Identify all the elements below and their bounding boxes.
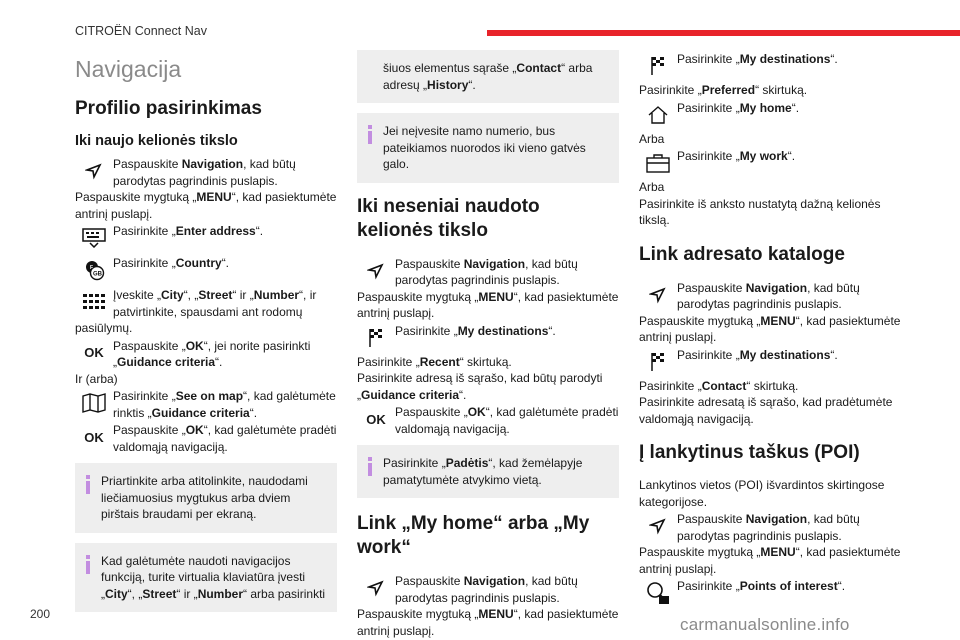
column-2 — [357, 50, 619, 639]
running-header: CITROËN Connect Nav — [75, 24, 207, 38]
country-flag-icon — [75, 254, 113, 286]
step-enter-address: Pasirinkite „Enter address“. — [75, 222, 337, 254]
text-menu: Paspauskite mygtuką „MENU“, kad pasiektumėte antrinį puslapį. — [639, 545, 901, 576]
step-ok-criteria: OK Paspauskite „OK“, jei norite pasirinkti „Guidance criteria“. — [75, 337, 337, 371]
text-or: Arba — [639, 180, 665, 194]
info-icon — [85, 555, 91, 575]
navigation-arrow-icon — [357, 572, 395, 604]
info-icon — [367, 457, 373, 477]
step-navigation: Paspauskite Navigation, kad būtų parodytas pagrindinis puslapis. — [639, 279, 901, 313]
heading-recent-destination: Iki neseniai naudoto kelionės tikslo — [357, 195, 540, 241]
step-my-destinations: Pasirinkite „My destinations“. — [639, 346, 901, 378]
step-ok-start: OK Paspauskite „OK“, kad galėtumėte pradėti valdomąją navigaciją. — [75, 421, 337, 455]
checkered-flag-icon — [639, 346, 677, 378]
text-preferred-tab: Pasirinkite „Preferred“ skirtuką. — [639, 83, 808, 97]
info-icon — [85, 475, 91, 495]
text-menu: Paspauskite mygtuką „MENU“, kad pasiektumėte antrinį puslapį. — [639, 313, 901, 344]
info-note-house-number: Jei neįvesite namo numerio, bus pateikiamos nuorodos iki vieno gatvės galo. — [357, 113, 619, 183]
checkered-flag-icon — [639, 50, 677, 82]
column-3 — [639, 50, 901, 609]
text-and-or: Ir (arba) — [75, 371, 118, 386]
text-suggestions: pasiūlymų. — [75, 321, 133, 335]
briefcase-icon — [639, 147, 677, 179]
text-recent-tab: Pasirinkite „Recent“ skirtuką. — [357, 354, 512, 369]
heading-new-destination: Iki naujo kelionės tikslo — [75, 133, 238, 149]
step-ok-start: OK Paspauskite „OK“, kad galėtumėte pradėti valdomąją navigaciją. — [357, 403, 619, 437]
info-note-keyboard-cont: šiuos elementus sąraše „Contact“ arba adresų „History“. — [357, 50, 619, 103]
text-select-address: Pasirinkite adresą iš sąrašo, kad būtų parodyti „Guidance criteria“. — [357, 371, 603, 402]
step-my-work: Pasirinkite „My work“. — [639, 147, 901, 179]
section-title: Navigacija — [75, 56, 182, 82]
ok-button-label: OK — [84, 345, 104, 360]
heading-poi: Į lankytinus taškus (POI) — [639, 442, 860, 463]
checkered-flag-icon — [357, 322, 395, 354]
text-menu: Paspauskite mygtuką „MENU“, kad pasiektumėte antrinį puslapį. — [357, 607, 619, 638]
poi-search-icon — [639, 577, 677, 609]
text-select-contact: Pasirinkite adresatą iš sąrašo, kad pradėtumėte valdomąją navigaciją. — [639, 395, 893, 426]
step-navigation: Paspauskite Navigation, kad būtų parodytas pagrindinis puslapis. — [639, 510, 901, 544]
text-menu: Paspauskite mygtuką „MENU“, kad pasiektumėte antrinį puslapį. — [357, 289, 619, 320]
text-menu: Paspauskite mygtuką „MENU“, kad pasiektumėte antrinį puslapį. — [75, 190, 337, 221]
text-preset-destination: Pasirinkite iš anksto nustatytą dažną kelionės tikslą. — [639, 196, 881, 227]
navigation-arrow-icon — [639, 279, 677, 311]
text-poi-categories: Lankytinos vietos (POI) išvardintos skirtingose kategorijose. — [639, 478, 885, 509]
step-country: GB F Pasirinkite „Country“. — [75, 254, 337, 286]
info-note-zoom: Priartinkite arba atitolinkite, naudodami liečiamuosius mygtukus arba dviem pirštais braudami per ekraną. — [75, 463, 337, 533]
heading-contact-destination: Link adresato kataloge — [639, 243, 845, 265]
keyboard-icon — [75, 222, 113, 254]
navigation-arrow-icon — [75, 155, 113, 187]
heading-home-work: Link „My home“ arba „My work“ — [357, 513, 590, 558]
step-see-on-map: Pasirinkite „See on map“, kad galėtumėte rinktis „Guidance criteria“. — [75, 387, 337, 421]
step-navigation: Paspauskite Navigation, kad būtų parodytas pagrindinis puslapis. — [357, 255, 619, 289]
step-my-destinations: Pasirinkite „My destinations“. — [357, 322, 619, 354]
column-1 — [75, 50, 337, 622]
svg-text:F: F — [90, 265, 94, 271]
watermark: carmanualsonline.info — [680, 615, 850, 634]
step-my-destinations: Pasirinkite „My destinations“. — [639, 50, 901, 82]
step-city-street: Įveskite „City“, „Street“ ir „Number“, ir patvirtinkite, spausdami ant rodomų — [75, 286, 337, 320]
grid-keys-icon — [75, 286, 113, 318]
text-contact-tab: Pasirinkite „Contact“ skirtuką. — [639, 378, 799, 393]
step-my-home: Pasirinkite „My home“. — [639, 99, 901, 131]
info-icon — [367, 125, 373, 145]
heading-profile: Profilio pasirinkimas — [75, 98, 262, 119]
svg-text:GB: GB — [93, 271, 102, 278]
step-points-of-interest: Pasirinkite „Points of interest“. — [639, 577, 901, 609]
navigation-arrow-icon — [639, 510, 677, 542]
text-or: Arba — [639, 131, 665, 146]
map-icon — [75, 387, 113, 419]
header-accent-bar — [487, 30, 960, 36]
ok-button-label: OK — [366, 411, 386, 427]
step-navigation: Paspauskite Navigation, kad būtų parodytas pagrindinis puslapis. — [357, 572, 619, 606]
navigation-arrow-icon — [357, 255, 395, 287]
home-icon — [639, 99, 677, 131]
ok-button-label: OK — [84, 429, 104, 445]
info-note-keyboard: Kad galėtumėte naudoti navigacijos funkciją, turite virtualia klaviatūra įvesti „City“, „Street“ ir „Number“ arba pasirinkti — [75, 543, 337, 613]
page-number: 200 — [30, 607, 51, 621]
info-note-position: Pasirinkite „Padėtis“, kad žemėlapyje pamatytumėte atvykimo vietą. — [357, 445, 619, 498]
step-navigation: Paspauskite Navigation, kad būtų parodytas pagrindinis puslapis. — [75, 155, 337, 189]
